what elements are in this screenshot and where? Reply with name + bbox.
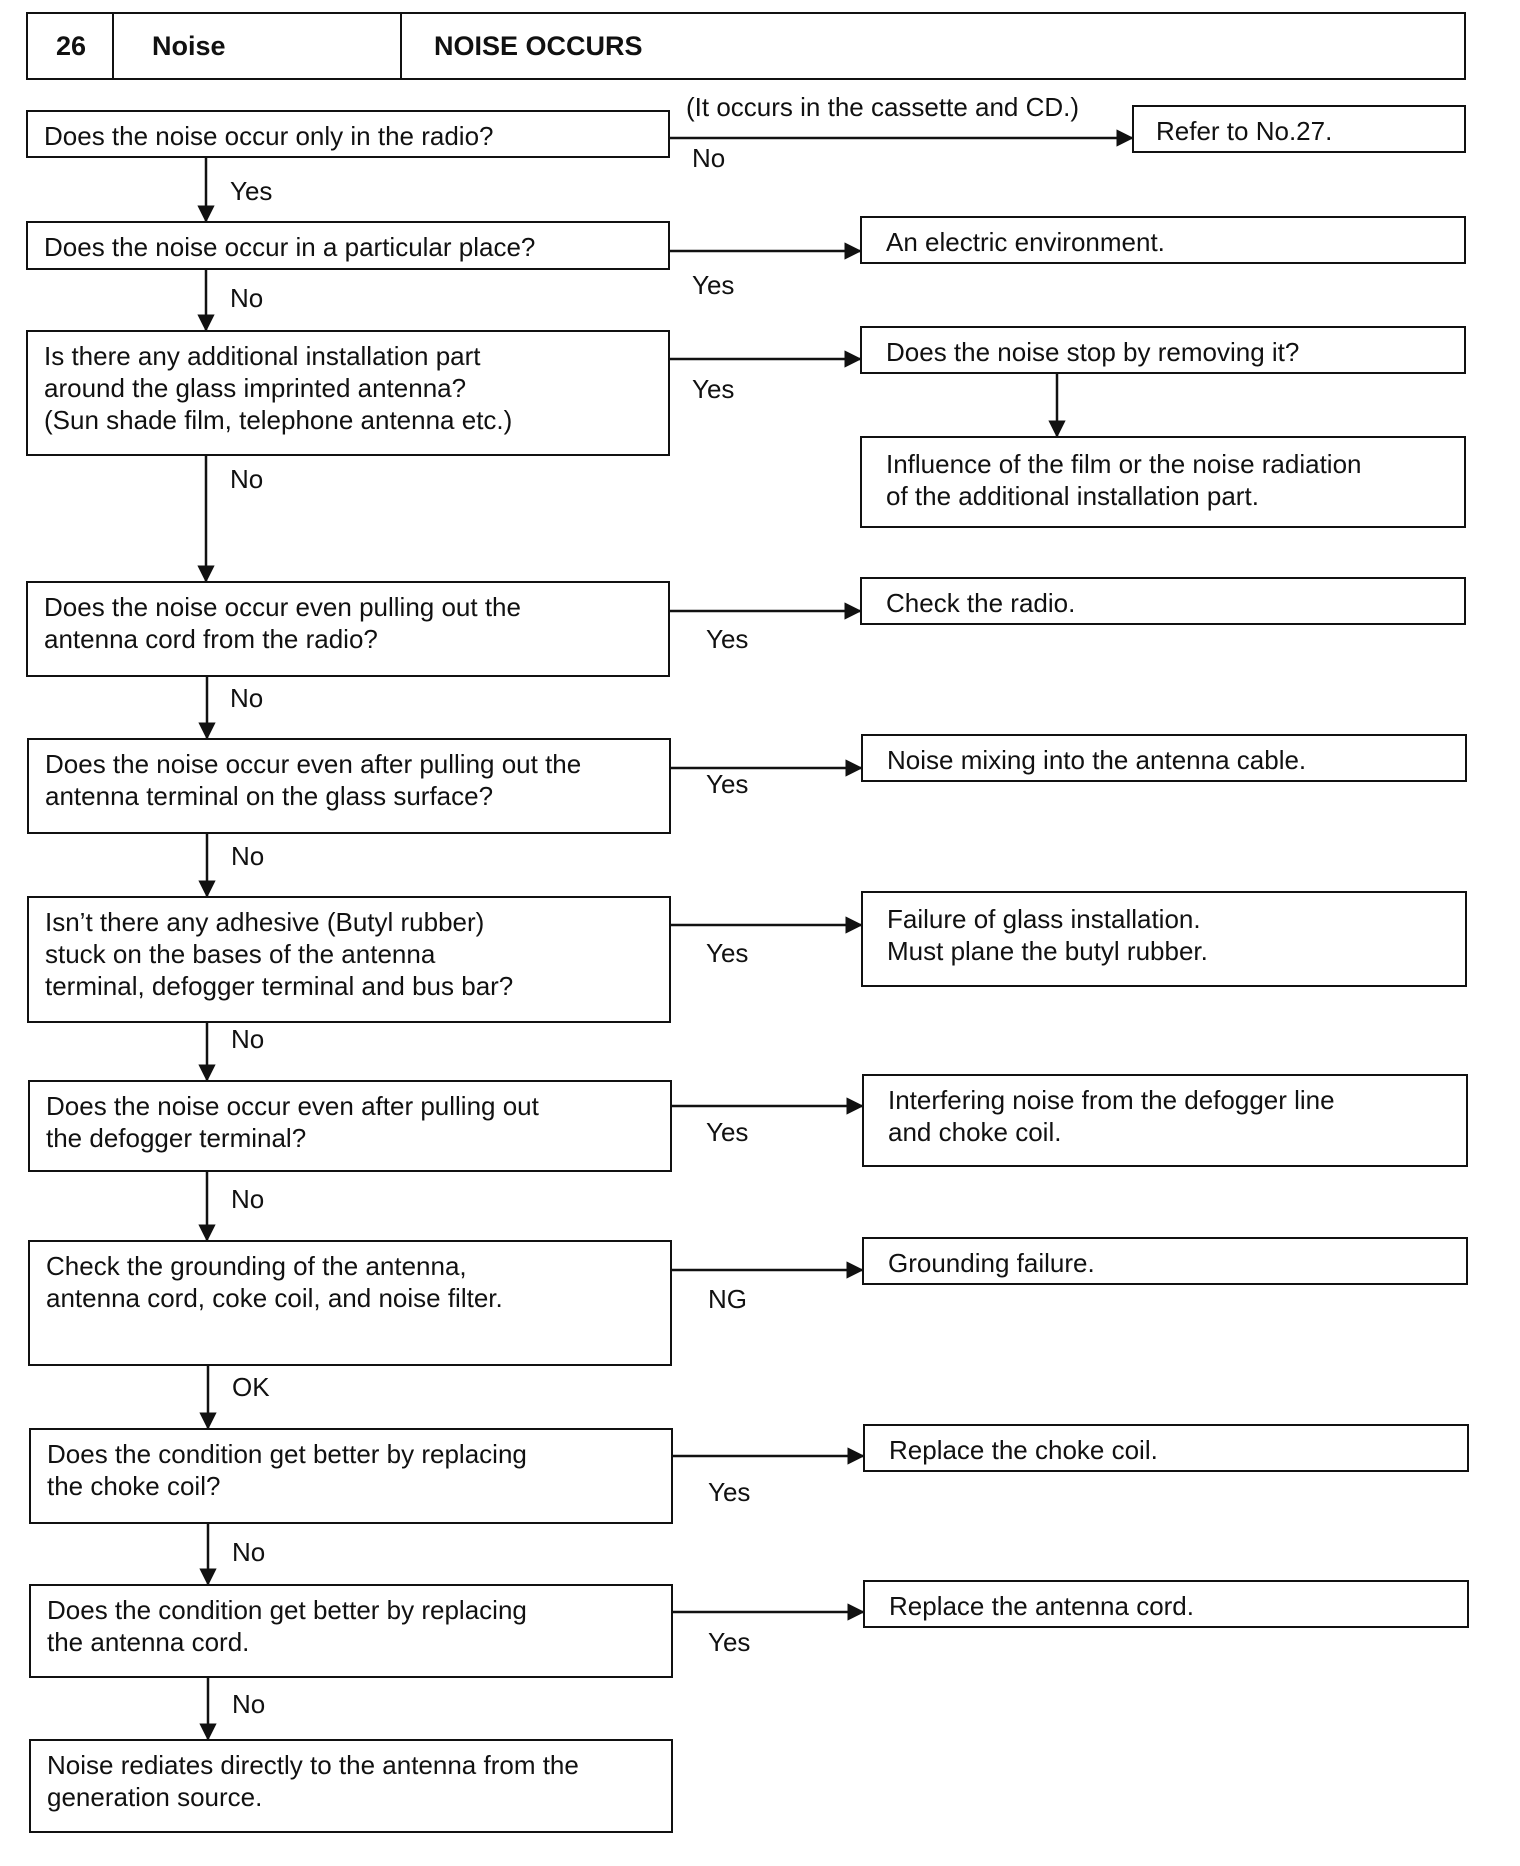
down-label: No [232,1689,266,1719]
question-box: Check the grounding of the antenna, antenna cord, coke coil, and noise filter. [28,1240,672,1366]
down-label: OK [232,1372,270,1402]
down-label: No [230,683,264,713]
result-box: Noise mixing into the antenna cable. [861,734,1467,782]
down-label: No [231,841,265,871]
result-box: Failure of glass installation. Must plane the butyl rubber. [861,891,1467,987]
final-box: Noise rediates directly to the antenna from the generation source. [29,1739,673,1833]
result-box: Replace the antenna cord. [863,1580,1469,1628]
down-label: No [230,464,264,494]
chart-header [26,12,1466,80]
result-box: Check the radio. [860,577,1466,625]
down-label: No [230,283,264,313]
down-label: No [232,1537,266,1567]
result-box: Grounding failure. [862,1237,1468,1285]
section-category: Noise [114,14,402,78]
section-number: 26 [28,14,114,78]
side-note: (It occurs in the cassette and CD.) [686,92,1080,122]
side-label: Yes [708,1627,751,1657]
down-label: No [231,1184,265,1214]
result-box: Replace the choke coil. [863,1424,1469,1472]
question-box: Does the noise occur even after pulling out the antenna terminal on the glass surface? [27,738,671,834]
side-label: No [692,143,726,173]
result-box: An electric environment. [860,216,1466,264]
result-box: Interfering noise from the defogger line and choke coil. [862,1074,1468,1167]
section-title: NOISE OCCURS [434,30,643,61]
question-box: Isn’t there any adhesive (Butyl rubber) stuck on the bases of the antenna terminal, defogger terminal and bus bar? [27,896,671,1023]
down-label: No [231,1024,265,1054]
side-label: Yes [706,1117,749,1147]
question-box: Does the noise occur in a particular place? [26,221,670,270]
down-label: Yes [230,176,273,206]
question-box: Does the condition get better by replacing the antenna cord. [29,1584,673,1678]
side-label: Yes [706,938,749,968]
side-label: NG [708,1284,747,1314]
side-label: Yes [708,1477,751,1507]
side-label: Yes [706,624,749,654]
question-box: Does the condition get better by replacing the choke coil? [29,1428,673,1524]
question-box: Is there any additional installation part around the glass imprinted antenna? (Sun shade film, telephone antenna etc.) [26,330,670,456]
side-label: Yes [706,769,749,799]
result-box: Refer to No.27. [1132,105,1466,153]
side-label: Yes [692,374,735,404]
question-box: Does the noise occur even after pulling out the defogger terminal? [28,1080,672,1172]
side-label: Yes [692,270,735,300]
result-box: Does the noise stop by removing it? [860,326,1466,374]
question-box: Does the noise occur only in the radio? [26,110,670,158]
question-box: Does the noise occur even pulling out the antenna cord from the radio? [26,581,670,677]
result-followup-box: Influence of the film or the noise radiation of the additional installation part. [860,436,1466,528]
